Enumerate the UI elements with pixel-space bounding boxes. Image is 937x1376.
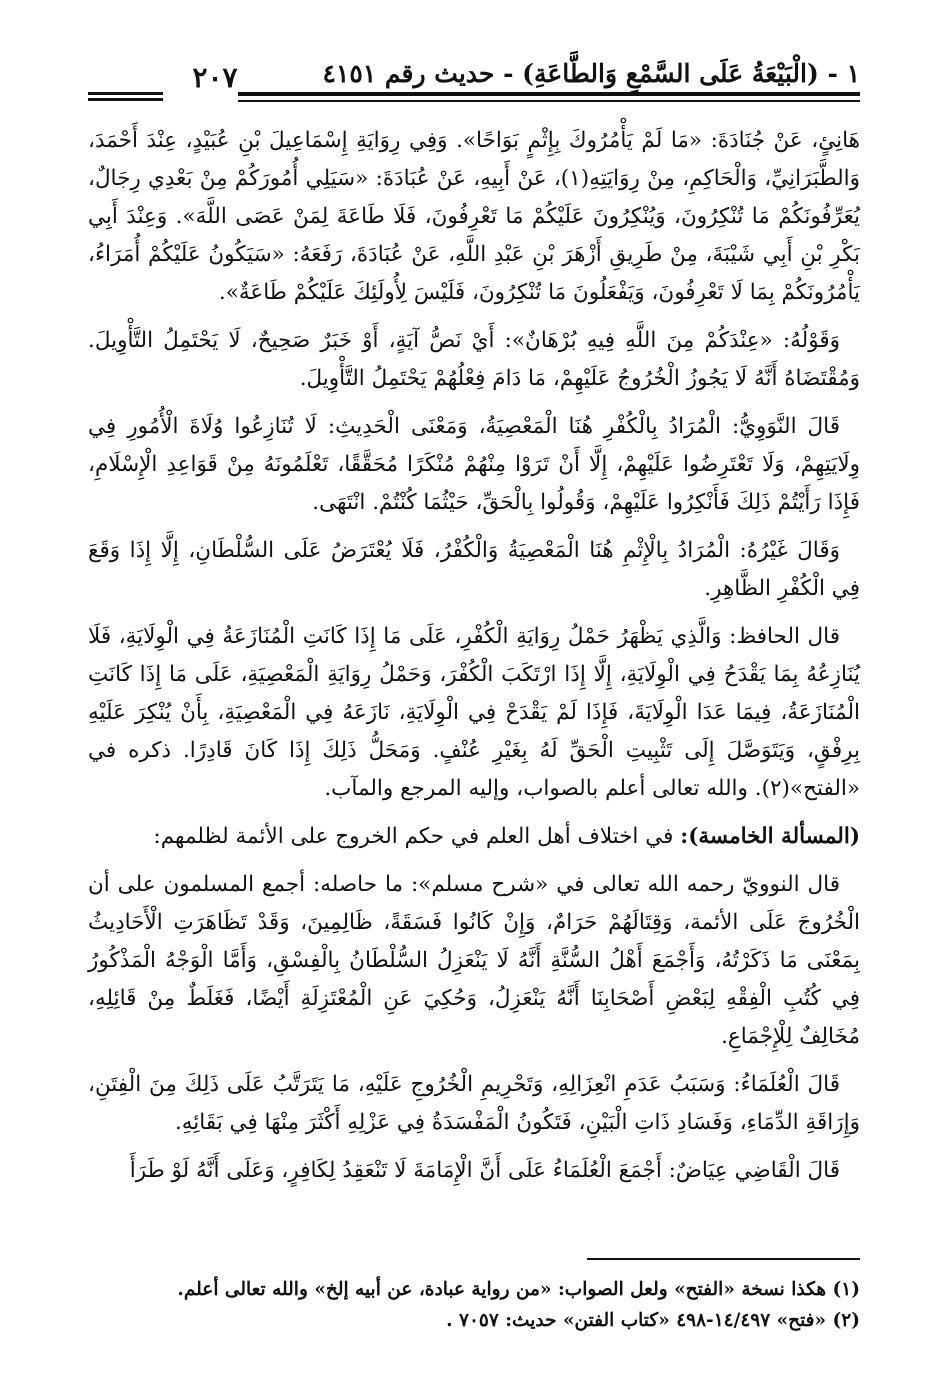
- paragraph: قَالَ الْقَاضِي عِيَاضٌ: أَجْمَعَ الْعُلَمَاءُ عَلَى أَنَّ الْإِمَامَةَ لَا تَنْعَقِدُ لِكَافِرٍ، وَعَلَى أَنَّهُ لَوْ طَرَأَ: [129, 1158, 840, 1183]
- section-text: في اختلاف أهل العلم في حكم الخروج على الأئمة لظلمهم:: [153, 824, 674, 849]
- section-heading: [88, 818, 860, 856]
- page-header: [88, 50, 860, 110]
- paragraph: قال النوويّ رحمه الله تعالى في «شرح مسلم»: ما حاصله: أجمع المسلمون على أن الْخُرُوجَ عَلَى الأئمة، وَقِتَالَهُمْ حَرَامٌ، وَإِنْ كَانُوا فَسَقَةً، ظَالِمِينَ، وَقَدْ تَظَاهَرَتِ الْأَحَادِيثُ بِمَعْنَى مَا ذَكَرْتُهُ، وَأَجْمَعَ أَهْلُ السُّنَّةِ أَنَّهُ لَا يَنْعَزِلُ السُّلْطَانُ بِالْفِسْقِ، وَأَمَّا الْوَجْهُ الْمَذْكُورُ فِي كُتُبِ الْفِقْهِ لِبَعْضِ أَصْحَابِنَا أَنَّهُ يَنْعَزِلُ، وَحُكِيَ عَنِ الْمُعْتَزِلَةِ أَيْضًا، فَغَلَطٌ مِنْ قَائِلِهِ، مُخَالِفٌ لِلْإِجْمَاعِ.: [88, 872, 860, 1049]
- header-rule-left-lower: [88, 98, 163, 101]
- paragraph: قال الحافظ: وَالَّذِي يَظْهَرُ حَمْلُ رِوَايَةِ الْكُفْرِ، عَلَى مَا إِذَا كَانَتِ الْمُنَازَعَةُ فِي الْوِلَايَةِ، فَلَا يُنَازِعُهُ بِمَا يَقْدَحُ فِي الْوِلَايَةِ، إِلَّا إِذَا ارْتَكَبَ الْكُفْرَ، وَحَمْلُ رِوَايَةِ الْمَعْصِيَةِ، عَلَى مَا إِذَا كَانَتِ الْمُنَازَعَةُ، فِيمَا عَدَا الْوِلَايَةَ، فَإِذَا لَمْ يَقْدَحْ فِي الْوِلَايَةِ، نَازَعَهُ فِي الْمَعْصِيَةِ، بِأَنْ يُنْكِرَ عَلَيْهِ بِرِفْقٍ، وَيَتَوَصَّلَ إِلَى تَثْبِيتِ الْحَقِّ لَهُ بِغَيْرِ عُنْفٍ. وَمَحَلُّ ذَلِكَ إِذَا كَانَ قَادِرًا. ذكره في «الفتح»(٢). والله تعالى أعلم بالصواب، وإليه المرجع والمآب.: [88, 624, 860, 801]
- header-rule-left-upper: [88, 92, 163, 95]
- running-title: ١ - (الْبَيْعَةُ عَلَى السَّمْعِ وَالطَّاعَةِ) - حديث رقم ٤١٥١: [322, 59, 860, 88]
- footnote: (٢) «فتح» ١٤/٤٩٧-٤٩٨ «كتاب الفتن» حديث: ٧٠٥٧ .: [446, 1310, 860, 1331]
- paragraph: قَالَ النَّوَوِيُّ: الْمُرَادُ بِالْكُفْرِ هُنَا الْمَعْصِيَةُ، وَمَعْنَى الْحَدِيثِ: لَا تُنَازِعُوا وُلَاةَ الْأُمُورِ فِي وِلَايَتِهِمْ، وَلَا تَعْتَرِضُوا عَلَيْهِمْ، إِلَّا أَنْ تَرَوْا مِنْهُمْ مُنْكَرًا مُحَقَّقًا، تَعْلَمُونَهُ مِنْ قَوَاعِدِ الْإِسْلَامِ، فَإِذَا رَأَيْتُمْ ذَلِكَ فَأَنْكِرُوا عَلَيْهِمْ، وَقُولُوا بِالْحَقِّ، حَيْثُمَا كُنْتُمْ. انْتَهَى.: [88, 414, 860, 515]
- section-label: (المسألة الخامسة):: [680, 824, 860, 849]
- paragraph: وَقَوْلُهُ: «عِنْدَكُمْ مِنَ اللَّهِ فِيهِ بُرْهَانٌ»: أَيْ نَصُّ آيَةٍ، أَوْ خَبَرٌ صَحِيحٌ، لَا يَحْتَمِلُ التَّأْوِيلَ. وَمُقْتَضَاهُ أَنَّهُ لَا يَجُوزُ الْخُرُوجُ عَلَيْهِمْ، مَا دَامَ فِعْلُهُمْ يَحْتَمِلُ التَّأْوِيلَ.: [88, 328, 860, 391]
- footnotes: [88, 1274, 860, 1336]
- footnote-separator: [587, 1258, 860, 1260]
- page-number: ٢٠٧: [192, 61, 238, 94]
- paragraph: هَانِئٍ، عَنْ جُنَادَةَ: «مَا لَمْ يَأْمُرُوكَ بِإِثْمٍ بَوَاحًا». وَفِي رِوَايَةِ إِسْمَاعِيلَ بْنِ عُبَيْدٍ، عِنْدَ أَحْمَدَ، وَالطَّبَرَانِيِّ، وَالْحَاكِمِ، مِنْ رِوَايَتِهِ(١)، عَنْ أَبِيهِ، عَنْ عُبَادَةَ: «سَيَلِي أُمُورَكُمْ مِنْ بَعْدِي رِجَالٌ، يُعَرِّفُونَكُمْ مَا تُنْكِرُونَ، وَيُنْكِرُونَ عَلَيْكُمْ مَا تَعْرِفُونَ، فَلَا طَاعَةَ لِمَنْ عَصَى اللَّهَ». وَعِنْدَ أَبِي بَكْرِ بْنِ أَبِي شَيْبَةَ، مِنْ طَرِيقِ أَزْهَرَ بْنِ عَبْدِ اللَّهِ، عَنْ عُبَادَةَ، رَفَعَهُ: «سَيَكُونُ عَلَيْكُمْ أُمَرَاءُ، يَأْمُرُونَكُمْ بِمَا لَا تَعْرِفُونَ، وَيَفْعَلُونَ مَا تُنْكِرُونَ، فَلَيْسَ لِأُولَئِكَ عَلَيْكُمْ طَاعَةٌ».: [88, 128, 860, 305]
- paragraph: وَقَالَ غَيْرُهُ: الْمُرَادُ بِالْإِثْمِ هُنَا الْمَعْصِيَةُ وَالْكُفْرُ، فَلَا يُعْتَرَضُ عَلَى السُّلْطَانِ، إِلَّا إِذَا وَقَعَ فِي الْكُفْرِ الظَّاهِرِ.: [88, 538, 860, 601]
- main-text: [88, 122, 860, 1200]
- header-rule-thin: [238, 100, 860, 102]
- header-rule-thick: [238, 92, 860, 96]
- paragraph: قَالَ الْعُلَمَاءُ: وَسَبَبُ عَدَمِ انْعِزَالِهِ، وَتَحْرِيمِ الْخُرُوجِ عَلَيْهِ، مَا يَتَرَتَّبُ عَلَى ذَلِكَ مِنَ الْفِتَنِ، وَإِرَاقَةِ الدِّمَاءِ، وَفَسَادِ ذَاتِ الْبَيْنِ، فَتَكُونُ الْمَفْسَدَةُ فِي عَزْلِهِ أَكْثَرَ مِنْهَا فِي بَقَائِهِ.: [88, 1072, 860, 1135]
- footnote: (١) هكذا نسخة «الفتح» ولعل الصواب: «من رواية عبادة، عن أبيه إلخ» والله تعالى أعلم.: [177, 1279, 860, 1300]
